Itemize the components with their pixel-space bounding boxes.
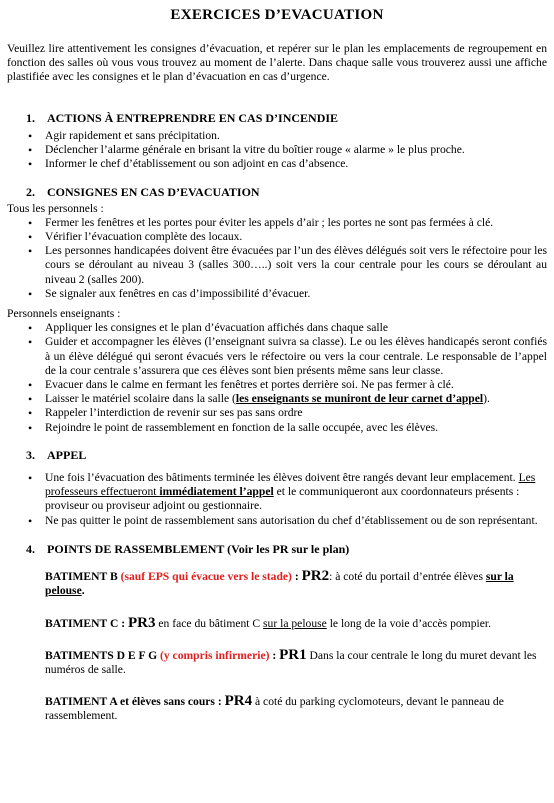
location-description: en face du bâtiment C xyxy=(155,616,264,630)
text-run: ). xyxy=(483,392,490,406)
building-name: BATIMENT B xyxy=(45,570,121,584)
text-run: Laisser le matériel scolaire dans la salle ( xyxy=(45,392,236,406)
group-label-teachers: Personnels enseignants : xyxy=(7,307,121,321)
list-item xyxy=(7,471,547,514)
building-name: BATIMENTS D E F G xyxy=(45,648,160,662)
group-label-all-staff: Tous les personnels : xyxy=(7,201,104,215)
intro-paragraph: Veuillez lire attentivement les consignes d’évacuation, et repérer sur le plan les emplacements de regroupement en fonction des salles où vous vous trouvez au moment de l’alerte. Dans chaque salle vous trouverez aussi une affiche plastifiée avec les consignes et le plan d’évacuation en cas d’urgence. xyxy=(7,42,547,84)
underlined-text: sur la pelouse xyxy=(263,616,327,630)
section-title: APPEL xyxy=(47,447,87,462)
section-1-list xyxy=(7,129,547,172)
list-item: • Evacuer dans le calme en fermant les fenêtres et portes derrière soi. Ne pas fermer à clé. xyxy=(7,378,547,392)
list-item: • Rejoindre le point de rassemblement en fonction de la salle occupée, avec les élèves. xyxy=(7,421,547,435)
underlined-text: sur la pelouse xyxy=(45,570,514,598)
building-name: BATIMENT A et élèves sans cours xyxy=(45,695,215,709)
list-item xyxy=(7,392,547,406)
section-number: 4. xyxy=(26,541,35,556)
separator: : xyxy=(214,695,225,709)
separator: : xyxy=(118,616,129,630)
section-3-heading xyxy=(26,448,547,462)
section-title: POINTS DE RASSEMBLEMENT (Voir les PR sur le plan) xyxy=(47,541,350,556)
assembly-point-building-a xyxy=(45,694,547,723)
list-item: • Ne pas quitter le point de rassemblement sans autorisation du chef d’établissement ou de son représentant. xyxy=(7,514,547,528)
list-item: • Déclencher l’alarme générale en brisant la vitre du boîtier rouge « alarme » le plus proche. xyxy=(7,143,547,157)
location-description: Dans la cour centrale le long du muret devant les numéros de salle. xyxy=(45,648,537,676)
section-2-all-staff-list xyxy=(7,216,547,301)
building-note: (y compris infirmerie) xyxy=(160,648,270,662)
separator: : xyxy=(269,648,280,662)
assembly-point-code: PR4 xyxy=(224,693,253,710)
building-note: (sauf EPS qui évacue vers le stade) xyxy=(120,570,292,584)
list-item: • Informer le chef d’établissement ou son adjoint en cas d’absence. xyxy=(7,157,547,171)
document-page xyxy=(7,0,547,724)
text-run: Une fois l’évacuation des bâtiments terminée les élèves doivent être rangés devant leur emplacement. xyxy=(45,471,519,485)
list-item: • Les personnes handicapées doivent être évacuées par l’un des élèves délégués soit vers le réfectoire pour les cours se déroulant au niveau 3 (salles 300…..) soit vers la cour centrale pour les cours se déroulant au niveau 2 (salles 200). xyxy=(7,244,547,287)
text-run: et le communiqueront aux coordonnateurs présents : proviseur ou proviseur adjoint ou gestionnaire. xyxy=(45,485,520,513)
building-name: BATIMENT C xyxy=(45,616,119,630)
location-description: le long de la voie d’accès pompier. xyxy=(326,616,491,630)
section-3-list xyxy=(7,471,547,528)
assembly-point-building-b xyxy=(45,569,547,598)
assembly-point-code: PR3 xyxy=(128,614,156,631)
list-item: • Appliquer les consignes et le plan d’évacuation affichés dans chaque salle xyxy=(7,321,547,335)
section-number: 2. xyxy=(26,185,35,200)
list-item: • Agir rapidement et sans précipitation. xyxy=(7,129,547,143)
emphasis-text: les enseignants se muniront de leur carnet d’appel xyxy=(235,392,484,406)
list-item: • Se signaler aux fenêtres en cas d’impossibilité d’évacuer. xyxy=(7,287,547,301)
section-title: CONSIGNES EN CAS D’EVACUATION xyxy=(47,185,260,200)
list-item: • Vérifier l’évacuation complète des locaux. xyxy=(7,230,547,244)
assembly-point-code: PR1 xyxy=(279,646,307,663)
section-title: ACTIONS À ENTREPRENDRE EN CAS D’INCENDIE xyxy=(47,110,339,125)
section-1-heading xyxy=(26,111,547,125)
section-number: 3. xyxy=(26,447,35,462)
emphasis-text: immédiatement l’appel xyxy=(159,485,274,499)
underlined-text: Les professeurs effectueront xyxy=(45,471,536,499)
list-item: • Fermer les fenêtres et les portes pour éviter les appels d’air ; les portes ne sont pas fermées à clé. xyxy=(7,216,547,230)
assembly-point-buildings-defg xyxy=(45,648,547,677)
list-item: • Rappeler l’interdiction de revenir sur ses pas sans ordre xyxy=(7,406,547,420)
location-description: : à coté du portail d’entrée élèves xyxy=(329,570,486,584)
assembly-point-building-c xyxy=(45,616,547,631)
section-2-heading xyxy=(26,185,547,199)
location-description: à coté du parking cyclomoteurs, devant le panneau de rassemblement. xyxy=(45,695,504,723)
text-run: . xyxy=(81,584,85,598)
separator: : xyxy=(291,570,302,584)
section-4-heading xyxy=(26,542,547,556)
assembly-point-code: PR2 xyxy=(301,568,330,585)
page-title: EXERCICES D’EVACUATION xyxy=(170,7,384,23)
section-2-teachers-list xyxy=(7,321,547,435)
section-number: 1. xyxy=(26,110,35,125)
list-item: • Guider et accompagner les élèves (l’enseignant suivra sa classe). Le ou les élèves handicapés seront confiés à un élève délégué qui seront évacués vers le réfectoire ou vers la cour centrale. Le responsable de l’appel de la cour centrale s’assurera que ces élèves sont bien présents même sans leur classe. xyxy=(7,335,547,378)
